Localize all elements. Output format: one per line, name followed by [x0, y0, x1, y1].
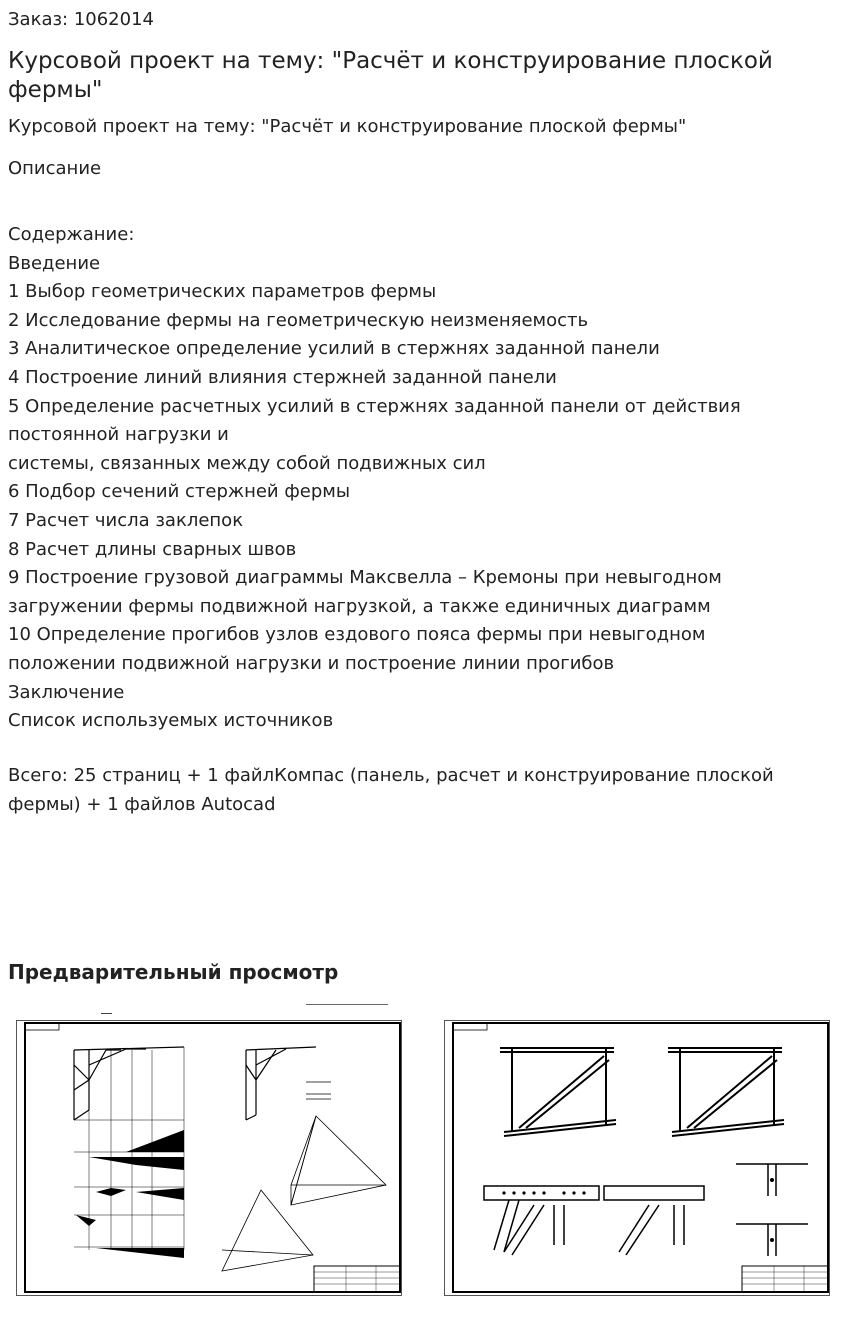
contents-list: [8, 221, 838, 736]
divider: [306, 1004, 388, 1005]
contents-heading: Содержание:: [8, 224, 135, 245]
list-item: 8 Расчет длины сварных швов: [8, 538, 297, 560]
joint-details-drawing: [444, 1020, 830, 1296]
list-item: 7 Расчет числа заклепок: [8, 509, 244, 531]
total-line: фермы) + 1 файлов Autocad: [8, 793, 276, 815]
preview-drawing-sheet-2[interactable]: [444, 1020, 830, 1296]
description-heading: Описание: [8, 158, 102, 179]
list-item: Заключение: [8, 681, 125, 703]
list-item: постоянной нагрузки и: [8, 424, 229, 446]
page-subtitle: Курсовой проект на тему: "Расчёт и конструирование плоской фермы": [8, 116, 687, 137]
divider: [101, 1013, 112, 1014]
page-title: Курсовой проект на тему: "Расчёт и конструирование плоской фермы": [8, 48, 773, 103]
list-item: 5 Определение расчетных усилий в стержнях заданной панели от действия: [8, 395, 741, 417]
total-summary: [8, 762, 838, 819]
preview-drawing-sheet-1[interactable]: [16, 1020, 402, 1296]
truss-scheme-drawing: [16, 1020, 402, 1296]
list-item: 10 Определение прогибов узлов ездового пояса фермы при невыгодном: [8, 624, 706, 646]
preview-heading: Предварительный просмотр: [8, 960, 339, 984]
list-item: положении подвижной нагрузки и построение линии прогибов: [8, 652, 615, 674]
list-item: 9 Построение грузовой диаграммы Максвелла – Кремоны при невыгодном: [8, 567, 722, 589]
list-item: 6 Подбор сечений стержней фермы: [8, 481, 351, 503]
list-item: 3 Аналитическое определение усилий в стержнях заданной панели: [8, 338, 660, 360]
list-item: 1 Выбор геометрических параметров фермы: [8, 281, 437, 303]
list-item: 2 Исследование фермы на геометрическую неизменяемость: [8, 309, 589, 331]
total-line: Всего: 25 страниц + 1 файлКомпас (панель, расчет и конструирование плоской: [8, 765, 774, 786]
list-item: Список используемых источников: [8, 710, 334, 732]
list-item: загружении фермы подвижной нагрузкой, а также единичных диаграмм: [8, 595, 711, 617]
list-item: системы, связанных между собой подвижных сил: [8, 452, 486, 474]
order-number: Заказ: 1062014: [8, 9, 154, 30]
list-item: Введение: [8, 252, 101, 274]
list-item: 4 Построение линий влияния стержней заданной панели: [8, 366, 557, 388]
